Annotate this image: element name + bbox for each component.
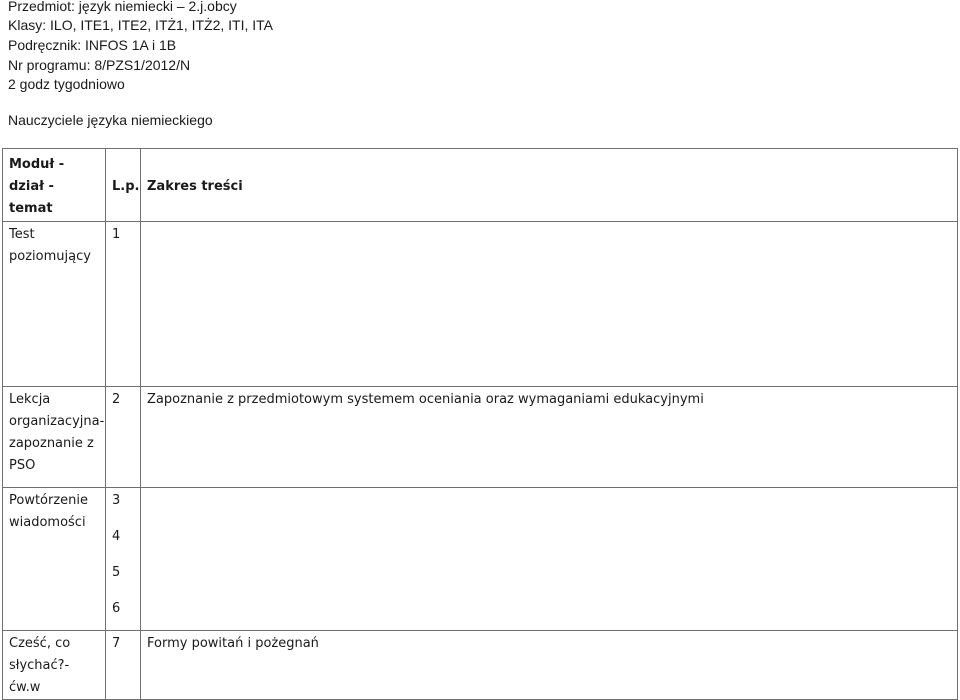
module-cell: Powtórzenie wiadomości	[3, 488, 106, 631]
column-header-lp: L.p.	[106, 149, 141, 222]
program-number-line: Nr programu: 8/PZS1/2012/N	[8, 57, 191, 73]
table-row	[3, 631, 958, 700]
table-header-row	[3, 149, 958, 222]
lp-number: 3	[112, 493, 121, 508]
content-cell: Formy powitań i pożegnań	[141, 631, 958, 700]
lp-number: 4	[112, 529, 121, 544]
module-cell: Test poziomujący	[3, 222, 106, 387]
module-cell: Lekcja organizacyjna-zapoznanie z PSO	[3, 387, 106, 488]
lp-number: 5	[112, 565, 121, 580]
lp-cell: 2	[106, 387, 141, 488]
content-cell	[141, 488, 958, 631]
table-row	[3, 387, 958, 488]
classes-line: Klasy: ILO, ITE1, ITE2, ITŻ1, ITŻ2, ITI, ITA	[8, 17, 274, 33]
column-header-module: Moduł - dział - temat	[3, 149, 106, 222]
lp-number: 6	[112, 601, 121, 616]
lp-cell: 1	[106, 222, 141, 387]
content-cell: Zapoznanie z przedmiotowym systemem oceniania oraz wymaganiami edukacyjnymi	[141, 387, 958, 488]
weekly-hours-line: 2 godz tygodniowo	[8, 76, 125, 92]
content-cell	[141, 222, 958, 387]
table-row	[3, 488, 958, 631]
lp-cell	[106, 488, 141, 631]
subject-line: Przedmiot: język niemiecki – 2.j.obcy	[8, 0, 237, 14]
textbook-line: Podręcznik: INFOS 1A i 1B	[8, 37, 177, 53]
lp-cell: 7	[106, 631, 141, 700]
column-header-content: Zakres treści	[141, 149, 958, 222]
teachers-line: Nauczyciele języka niemieckiego	[8, 112, 213, 128]
module-cell: Cześć, co słychać?- ćw.w	[3, 631, 106, 700]
curriculum-table	[2, 148, 958, 700]
table-row	[3, 222, 958, 387]
